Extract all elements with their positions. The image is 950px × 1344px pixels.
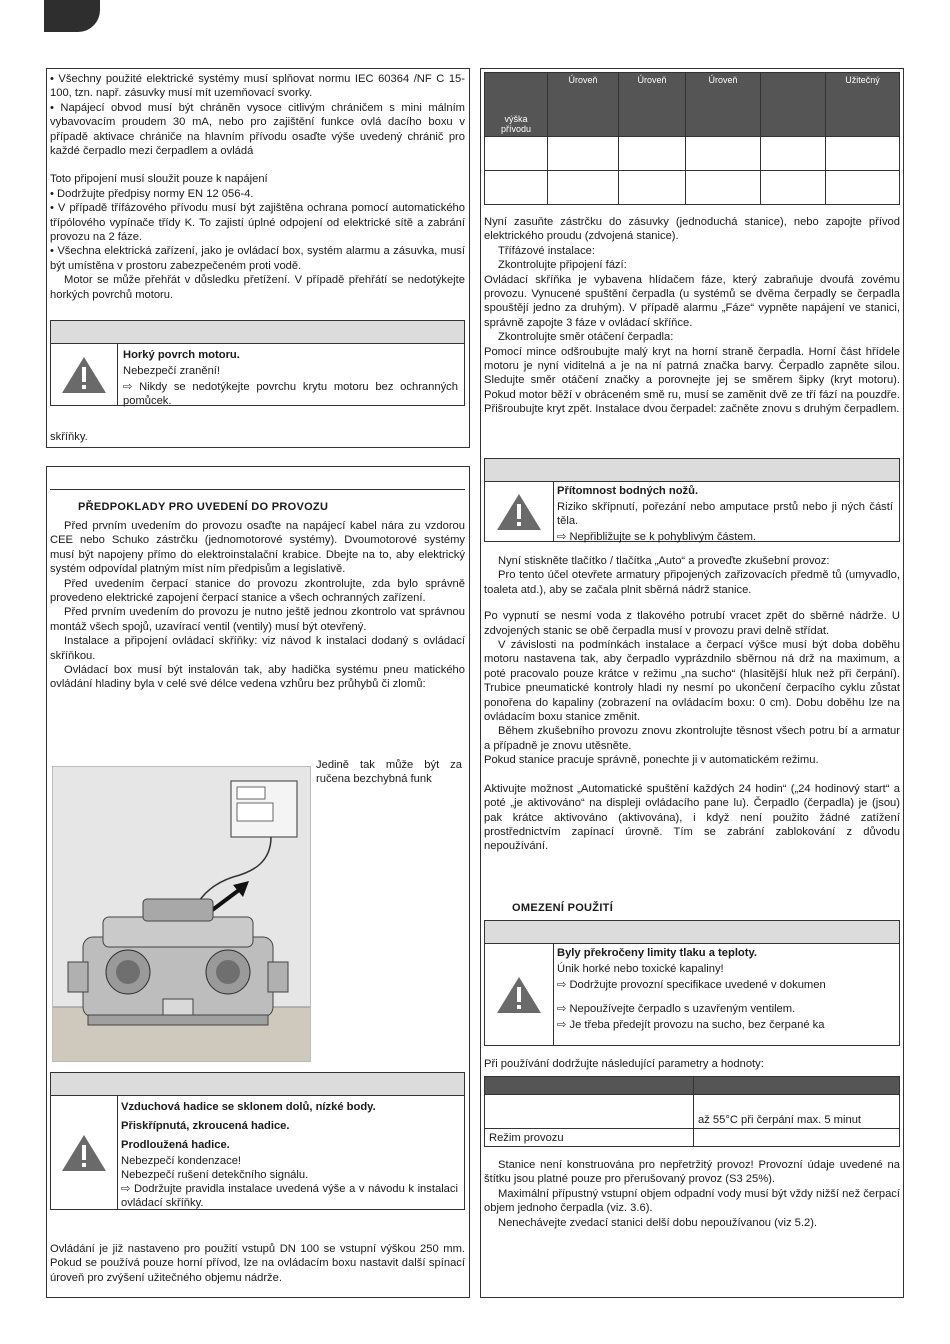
params-intro: Při používání dodržujte následující parametry a hodnoty: — [484, 1058, 764, 1070]
after-warning-text: skříňky. — [50, 431, 88, 443]
rotation-text: Pomocí mince odšroubujte malý kryt na horní straně čerpadla. Horní část hřídele motoru je nyní viditelná a je na ní patrná značka barvy. Čerpadlo zapněte silou. Sledujte směr otáčení značky a porovnejte jej se směrem šipky (kryt motoru). Pokud motor běží v obráceném smě ru, musí se zaměnit dvě ze tří fází na pouzdře. Přišroubujte kryt zpět. Instalace dvou čerpadel: začněte znovu s druhým čerpadlem. — [484, 345, 900, 416]
params-table — [484, 1076, 900, 1147]
check-phases: Zkontrolujte připojení fází: — [498, 259, 627, 272]
dn100-text: Ovládání je již nastaveno pro použití vstupů DN 100 se vstupní výškou 250 mm. Pokud se používá pouze horní přívod, lze na ovládacím boxu nastavit další spínací úroveň pro zvýšení užitečného objemu nádrže. — [50, 1243, 465, 1284]
warning-line: ⇨ Je třeba předejít provozu na sucho, bez čerpané ka — [557, 1019, 825, 1031]
motor-overheat: Motor se může přehřát v důsledku přetížení. V případě přehřátí se nedotýkejte horkých povrchů motoru. — [50, 274, 465, 301]
paragraph: Před uvedením čerpací stanice do provozu zkontrolujte, zda bylo správně provedeno elektrické zapojení čerpací stanice a všech ochranných zařízení. — [50, 577, 465, 605]
warning-bar — [51, 1073, 464, 1096]
req-blank — [50, 158, 465, 172]
warning-line: Riziko skřípnutí, pořezání nebo amputace prstů nebo ji ných částí těla. — [557, 501, 893, 527]
warning-line: ⇨ Nepřibližujte se k pohyblivým částem. — [557, 531, 757, 543]
req-iec: • Všechny použité elektrické systémy musí splňovat normu IEC 60364 /NF C 15-100, tzn. např. zásuvky musí mít uzemňovací svorky. — [50, 73, 465, 100]
paragraph: Před prvním uvedením do provozu osaďte na napájecí kabel nára zu vzdorou CEE nebo Schuko zástrčku (jednomotorové systémy). Dvoumotorové systémy musí být napojeny přímo do elektroinstalační krabice. Dbejte na to, aby elektrický systém odpovídal platným míst ním předpisům a legislativě. — [50, 520, 465, 576]
paragraph: Před prvním uvedením do provozu je nutno ještě jednou zkontrolo vat správnou montáž všech spojů, uzavírací ventil (ventily) musí být otevřený. — [50, 606, 465, 633]
final-2: Maximální přípustný vstupní objem odpadní vody musí být vždy nižší než čerpací objem jednoho čerpadla (viz. 3.6). — [484, 1187, 900, 1215]
warning-line: ⇨ Dodržujte provozní specifikace uvedené v dokumen — [557, 979, 826, 991]
warning-title: Přiskřípnutá, zkroucená hadice. — [121, 1120, 290, 1132]
paragraph: Instalace a připojení ovládací skříňky: viz návod k instalaci dodaný s ovládací skříňkou. — [50, 635, 465, 662]
th-level: Úroveň — [686, 73, 761, 137]
right-final — [484, 1158, 900, 1230]
req-supply-only: Toto připojení musí sloužit pouze k napájení — [50, 173, 268, 186]
warning-knives — [484, 458, 900, 542]
dependence: V závislosti na podmínkách instalace a čerpací výšce musí být doba doběhu motoru nastavena tak, aby čerpadlo vyprázdnilo sběrnou ná drž na maximum, a poté pracovalo pouze krátce v režimu „na sucho“ (hlasitější hluk než při čerpání). Trubice pneumatické kontroly hladi ny nesmí po ukončení čerpacího cyklu zůstat ponořena do kapaliny (zobrazení na ovládacím boxu: 0 cm). Dobu doběhu lze na ovládacím boxu stanice změnit. — [484, 639, 900, 724]
three-phase: Třífázové instalace: — [498, 244, 596, 257]
phase-monitor: Ovládací skříňka je vybavena hlídačem fáze, který zabraňuje dvoufá zovému provozu. Vynucené spuštění čerpadla (u systémů se dvěma čerpadly se čerpadla spouštějí jedno za druhým). V případě alarmu „Fáze“ vypněte napájení ve stanici, správně zapojte 3 fáze v ovládací skříňce. — [484, 273, 900, 329]
warning-air-hose — [50, 1072, 465, 1210]
warning-line: Nebezpečí zranění! — [123, 365, 221, 377]
warning-title: Horký povrch motoru. — [123, 349, 240, 361]
test-open: Pro tento účel otevřete armatury připojených zařizovacích předmě tů (umyvadlo, toaleta atd.), aby se začala plnit sběrná nádrž stanice. — [484, 569, 900, 596]
beside-image-text: Jedině tak může být za ručena bezchybná funk — [316, 759, 462, 786]
section-rule — [50, 489, 465, 490]
warning-icon — [51, 1096, 118, 1209]
right-text-2 — [484, 554, 900, 854]
warning-line: Nebezpečí kondenzace! — [121, 1155, 242, 1167]
plug-in: Nyní zasuňte zástrčku do zásuvky (jednoduchá stanice), nebo zapojte přívod elektrického proudu (zdvojená stanice). — [484, 216, 900, 243]
warning-bar — [485, 921, 899, 944]
warning-title: Vzduchová hadice se sklonem dolů, nízké body. — [121, 1101, 376, 1113]
commissioning-text — [50, 519, 465, 692]
req-en-norm: • Dodržujte předpisy normy EN 12 056-4. — [50, 187, 254, 200]
section-title: PŘEDPOKLADY PRO UVEDENÍ DO PROVOZU — [78, 501, 329, 513]
th-useful: Užitečný — [826, 73, 900, 137]
warning-title: Přítomnost bodných nožů. — [557, 485, 699, 497]
rotation-title: Zkontrolujte směr otáčení čerpadla: — [498, 331, 674, 344]
warning-line: Nebezpečí rušení detekčního signálu. — [121, 1169, 309, 1181]
levels-table — [484, 72, 900, 205]
after-stop: Po vypnutí se nesmí voda z tlakového potrubí vracet zpět do sběrné nádrže. U zdvojených stanic se obě čerpadla musí v provozu pravi delně střídat. — [484, 610, 900, 637]
electrical-requirements — [50, 72, 465, 302]
param-mode: Režim provozu — [485, 1129, 694, 1147]
warning-line: Únik horké nebo toxické kapaliny! — [557, 963, 724, 975]
warning-icon — [51, 344, 118, 405]
req-waterproof: • Všechna elektrická zařízení, jako je ovládací box, systém alarmu a zásuvka, musí být umístěna v prostoru zabezpečeném proti vodě. — [50, 245, 465, 272]
warning-limits — [484, 920, 900, 1046]
warning-line: ⇨ Nikdy se nedotýkejte povrchu krytu motoru bez ochranných pomůcek. — [123, 381, 458, 407]
paragraph: Ovládací box musí být instalován tak, aby hadička systému pneu matického ovládání hladiny byla v celé své délce vedena vzhůru bez průhybů či zlomů: — [50, 664, 465, 691]
warning-line: ⇨ Nepoužívejte čerpadlo s uzavřeným ventilem. — [557, 1003, 796, 1015]
th-level: Úroveň — [619, 73, 686, 137]
final-1: Stanice není konstruována pro nepřetržitý provoz! Provozní údaje uvedené na štítku jsou platné pouze pro přerušovaný provoz (S3 25%). — [484, 1159, 900, 1186]
activate-24h: Aktivujte možnost „Automatické spuštění každých 24 hodin“ („24 hodinový start“ a poté „je aktivováno“ na displeji ovládacího pane lu). Čerpadlo (čerpadla) je (jsou) pak krátce aktivováno (aktivována), i když není použito žádné zatížení prostřednictvím zapínací úrovně. Tím se zabrání zablokování z důvodu nepoužívání. — [484, 782, 900, 853]
warning-title: Byly překročeny limity tlaku a teploty. — [557, 947, 757, 959]
during-test: Během zkušebního provozu znovu zkontrolujte těsnost všech potru bí a armatur a případně je znovu utěsněte. — [484, 725, 900, 752]
station-illustration — [52, 766, 311, 1062]
th-level: Úroveň — [548, 73, 619, 137]
warning-bar — [51, 321, 464, 344]
req-breaker: • Napájecí obvod musí být chráněn vysoce citlivým chráničem s mini málním vybavovacím proudem 30 mA, nebo pro zajištění funkce ovlá dacího boxu v případě aktivace chrániče na hlavním přívodu osaďte výše uvedený chránič pro každé čerpadlo mezi čerpadlem a ovládá — [50, 101, 465, 158]
final-3: Nenechávejte zvedací stanici delší dobu nepoužívanou (viz 5.2). — [498, 1216, 818, 1229]
warning-line: ⇨ Dodržujte pravidla instalace uvedená výše a v návodu k instalaci ovládací skříňky. — [121, 1183, 458, 1209]
param-temp: až 55°C při čerpání max. 5 minut — [694, 1095, 900, 1129]
test-run: Nyní stiskněte tlačítko / tlačítka „Auto“ a proveďte zkušební provoz: — [498, 555, 830, 567]
warning-title: Prodloužená hadice. — [121, 1139, 230, 1151]
warning-icon — [485, 944, 554, 1045]
warning-bar — [485, 459, 899, 482]
th-empty — [761, 73, 826, 137]
page-corner-tab — [44, 0, 100, 32]
limits-title: OMEZENÍ POUŽITÍ — [512, 902, 614, 914]
th-height: výška přívodu — [485, 73, 548, 137]
warning-icon — [485, 482, 554, 541]
warning-hot-surface — [50, 320, 465, 406]
auto-mode: Pokud stanice pracuje správně, ponechte ji v automatickém režimu. — [484, 754, 819, 767]
req-three-phase: • V případě třífázového přívodu musí být zajištěna ochrana pomocí automatického třípólového vypínače třídy K. To zajistí úplné odpojení od elektrické sítě a zabrání provozu na 2 fáze. — [50, 202, 465, 244]
right-text-1 — [484, 215, 900, 417]
